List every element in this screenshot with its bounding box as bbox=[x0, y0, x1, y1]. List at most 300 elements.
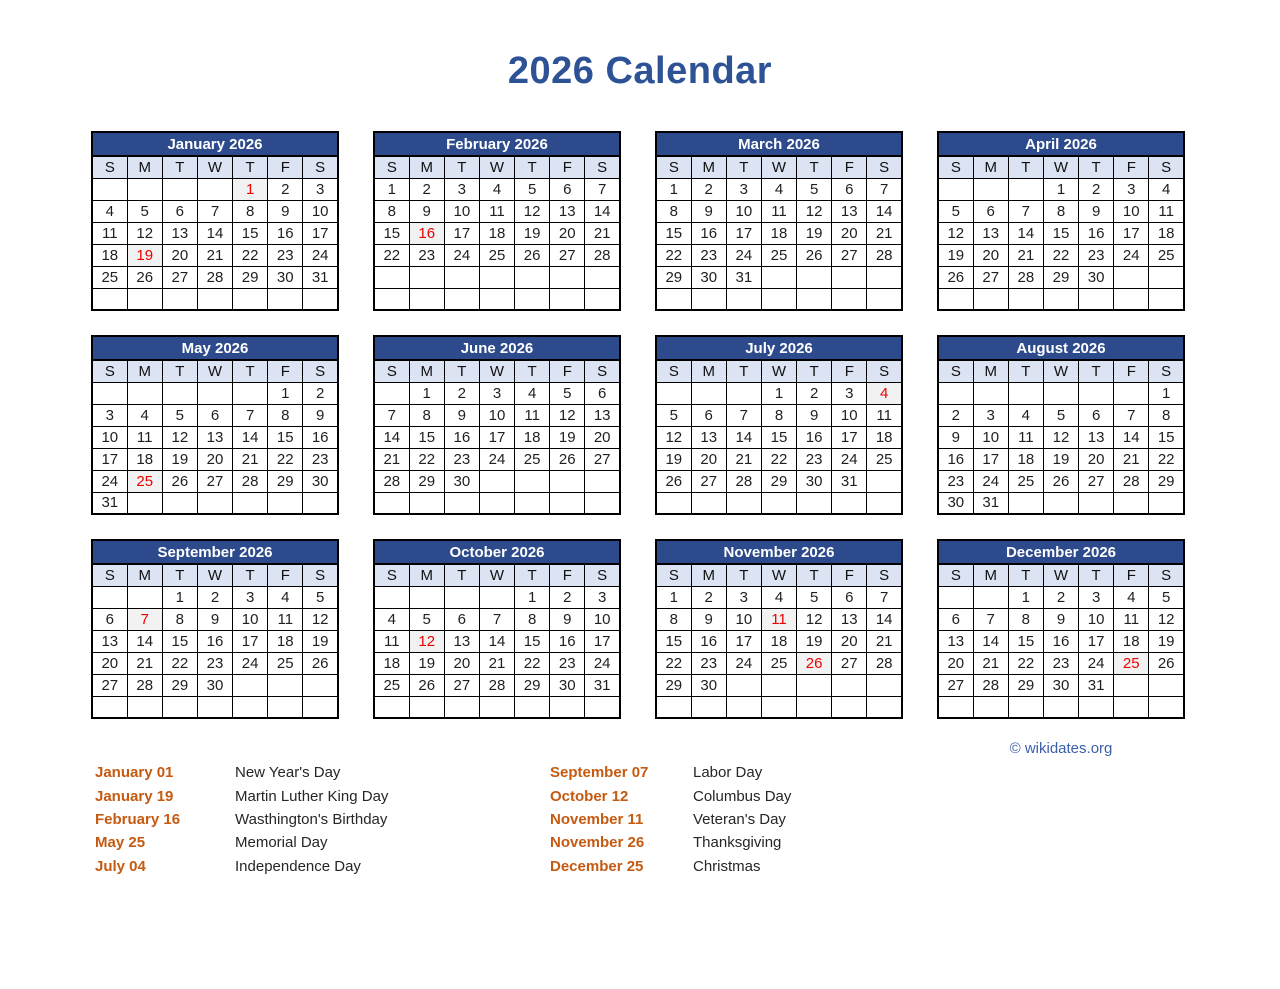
day-cell bbox=[585, 492, 620, 514]
weekday-header: S bbox=[303, 564, 338, 586]
day-cell: 8 bbox=[409, 404, 444, 426]
day-cell bbox=[233, 674, 268, 696]
day-cell: 2 bbox=[409, 178, 444, 200]
day-cell: 5 bbox=[797, 586, 832, 608]
weekday-header: T bbox=[444, 360, 479, 382]
day-cell: 18 bbox=[479, 222, 514, 244]
day-cell bbox=[479, 586, 514, 608]
day-cell: 4 bbox=[479, 178, 514, 200]
day-cell: 12 bbox=[797, 608, 832, 630]
day-cell: 25 bbox=[479, 244, 514, 266]
day-cell: 3 bbox=[832, 382, 867, 404]
day-cell bbox=[797, 696, 832, 718]
day-cell: 20 bbox=[550, 222, 585, 244]
day-cell: 30 bbox=[268, 266, 303, 288]
weekday-header: M bbox=[409, 156, 444, 178]
weekday-header: M bbox=[973, 564, 1008, 586]
day-cell: 17 bbox=[303, 222, 338, 244]
day-cell: 1 bbox=[409, 382, 444, 404]
weekday-header: W bbox=[1043, 156, 1078, 178]
day-cell: 17 bbox=[726, 222, 761, 244]
day-cell: 29 bbox=[409, 470, 444, 492]
day-cell bbox=[585, 696, 620, 718]
day-cell: 16 bbox=[1079, 222, 1114, 244]
day-cell: 13 bbox=[585, 404, 620, 426]
weekday-header: T bbox=[162, 156, 197, 178]
day-cell: 2 bbox=[550, 586, 585, 608]
day-cell: 25 bbox=[1149, 244, 1184, 266]
day-cell bbox=[233, 492, 268, 514]
day-cell: 8 bbox=[162, 608, 197, 630]
day-cell bbox=[127, 696, 162, 718]
day-cell: 16 bbox=[444, 426, 479, 448]
day-cell: 22 bbox=[268, 448, 303, 470]
weekday-header: S bbox=[1149, 564, 1184, 586]
month-title: October 2026 bbox=[374, 540, 620, 564]
day-cell bbox=[127, 586, 162, 608]
day-cell: 30 bbox=[197, 674, 232, 696]
day-cell: 13 bbox=[92, 630, 127, 652]
day-cell: 19 bbox=[1149, 630, 1184, 652]
day-cell: 14 bbox=[867, 200, 902, 222]
day-cell: 16 bbox=[691, 222, 726, 244]
holiday-date: November 11 bbox=[550, 810, 644, 828]
day-cell: 23 bbox=[444, 448, 479, 470]
day-cell: 15 bbox=[515, 630, 550, 652]
day-cell bbox=[444, 586, 479, 608]
holiday-name: Thanksgiving bbox=[693, 834, 782, 852]
day-cell: 3 bbox=[973, 404, 1008, 426]
holiday-day-cell: 4 bbox=[867, 382, 902, 404]
day-cell: 7 bbox=[479, 608, 514, 630]
day-cell: 10 bbox=[479, 404, 514, 426]
day-cell: 24 bbox=[444, 244, 479, 266]
weekday-header: S bbox=[867, 360, 902, 382]
weekday-header: F bbox=[550, 360, 585, 382]
day-cell: 20 bbox=[832, 222, 867, 244]
day-cell: 11 bbox=[479, 200, 514, 222]
weekday-header: T bbox=[515, 360, 550, 382]
day-cell: 21 bbox=[127, 652, 162, 674]
day-cell: 13 bbox=[197, 426, 232, 448]
day-cell bbox=[1079, 492, 1114, 514]
day-cell: 26 bbox=[938, 266, 973, 288]
day-cell bbox=[268, 288, 303, 310]
day-cell: 23 bbox=[938, 470, 973, 492]
day-cell: 25 bbox=[1008, 470, 1043, 492]
day-cell bbox=[1114, 696, 1149, 718]
day-cell: 26 bbox=[656, 470, 691, 492]
day-cell: 15 bbox=[409, 426, 444, 448]
day-cell: 20 bbox=[197, 448, 232, 470]
weekday-header: W bbox=[1043, 360, 1078, 382]
day-cell: 2 bbox=[797, 382, 832, 404]
day-cell: 5 bbox=[162, 404, 197, 426]
day-cell bbox=[867, 288, 902, 310]
day-cell: 29 bbox=[1043, 266, 1078, 288]
day-cell bbox=[938, 696, 973, 718]
day-cell: 10 bbox=[1079, 608, 1114, 630]
weekday-header: S bbox=[92, 156, 127, 178]
day-cell: 28 bbox=[479, 674, 514, 696]
weekday-header: M bbox=[409, 360, 444, 382]
day-cell: 1 bbox=[1043, 178, 1078, 200]
month-title: January 2026 bbox=[92, 132, 338, 156]
holiday-day-cell: 1 bbox=[233, 178, 268, 200]
holiday-day-cell: 16 bbox=[409, 222, 444, 244]
weekday-header: F bbox=[268, 156, 303, 178]
weekday-header: S bbox=[585, 564, 620, 586]
day-cell bbox=[761, 696, 796, 718]
day-cell: 4 bbox=[268, 586, 303, 608]
day-cell bbox=[973, 178, 1008, 200]
day-cell: 13 bbox=[973, 222, 1008, 244]
weekday-header: S bbox=[867, 564, 902, 586]
day-cell: 1 bbox=[374, 178, 409, 200]
day-cell: 5 bbox=[797, 178, 832, 200]
weekday-header: S bbox=[303, 156, 338, 178]
day-cell bbox=[761, 492, 796, 514]
day-cell: 11 bbox=[761, 200, 796, 222]
day-cell bbox=[444, 288, 479, 310]
holiday-date: January 19 bbox=[95, 787, 174, 805]
day-cell bbox=[973, 696, 1008, 718]
day-cell bbox=[973, 382, 1008, 404]
day-cell: 17 bbox=[444, 222, 479, 244]
day-cell: 24 bbox=[832, 448, 867, 470]
day-cell: 17 bbox=[832, 426, 867, 448]
weekday-header: S bbox=[938, 564, 973, 586]
day-cell bbox=[938, 288, 973, 310]
day-cell: 28 bbox=[585, 244, 620, 266]
day-cell: 5 bbox=[515, 178, 550, 200]
weekday-header: T bbox=[233, 156, 268, 178]
holiday-date: November 26 bbox=[550, 834, 645, 852]
day-cell: 3 bbox=[726, 178, 761, 200]
day-cell bbox=[1114, 266, 1149, 288]
day-cell: 20 bbox=[444, 652, 479, 674]
day-cell: 17 bbox=[92, 448, 127, 470]
day-cell bbox=[515, 696, 550, 718]
weekday-header: S bbox=[374, 360, 409, 382]
day-cell: 24 bbox=[92, 470, 127, 492]
weekday-header: T bbox=[797, 360, 832, 382]
day-cell: 30 bbox=[691, 266, 726, 288]
day-cell: 27 bbox=[162, 266, 197, 288]
day-cell bbox=[1114, 492, 1149, 514]
weekday-header: W bbox=[761, 360, 796, 382]
day-cell: 20 bbox=[973, 244, 1008, 266]
holiday-day-cell: 7 bbox=[127, 608, 162, 630]
attribution-link[interactable]: © wikidates.org bbox=[1009, 740, 1113, 757]
day-cell: 11 bbox=[515, 404, 550, 426]
day-cell: 26 bbox=[515, 244, 550, 266]
day-cell: 5 bbox=[409, 608, 444, 630]
holiday-name: Christmas bbox=[693, 857, 761, 875]
holiday-legend-row bbox=[95, 831, 388, 854]
day-cell bbox=[233, 288, 268, 310]
day-cell: 31 bbox=[303, 266, 338, 288]
day-cell: 11 bbox=[268, 608, 303, 630]
day-cell bbox=[127, 492, 162, 514]
day-cell: 2 bbox=[938, 404, 973, 426]
weekday-header: W bbox=[479, 564, 514, 586]
day-cell: 1 bbox=[1008, 586, 1043, 608]
month-title: August 2026 bbox=[938, 336, 1184, 360]
day-cell: 5 bbox=[656, 404, 691, 426]
weekday-header: S bbox=[867, 156, 902, 178]
day-cell bbox=[1149, 288, 1184, 310]
day-cell: 3 bbox=[303, 178, 338, 200]
day-cell: 28 bbox=[867, 244, 902, 266]
day-cell: 26 bbox=[797, 244, 832, 266]
day-cell: 31 bbox=[92, 492, 127, 514]
day-cell: 10 bbox=[585, 608, 620, 630]
day-cell bbox=[409, 266, 444, 288]
day-cell bbox=[374, 696, 409, 718]
day-cell bbox=[1043, 382, 1078, 404]
day-cell: 4 bbox=[127, 404, 162, 426]
weekday-header: W bbox=[761, 564, 796, 586]
day-cell: 21 bbox=[233, 448, 268, 470]
day-cell: 23 bbox=[550, 652, 585, 674]
day-cell: 18 bbox=[127, 448, 162, 470]
day-cell: 26 bbox=[303, 652, 338, 674]
day-cell: 6 bbox=[938, 608, 973, 630]
weekday-header: T bbox=[1008, 156, 1043, 178]
day-cell: 14 bbox=[973, 630, 1008, 652]
day-cell bbox=[1114, 382, 1149, 404]
day-cell: 7 bbox=[973, 608, 1008, 630]
day-cell bbox=[973, 586, 1008, 608]
day-cell bbox=[409, 492, 444, 514]
day-cell: 23 bbox=[268, 244, 303, 266]
day-cell: 22 bbox=[515, 652, 550, 674]
day-cell: 12 bbox=[797, 200, 832, 222]
weekday-header: T bbox=[726, 360, 761, 382]
month-calendar-august bbox=[937, 335, 1185, 515]
day-cell: 21 bbox=[867, 630, 902, 652]
day-cell bbox=[867, 470, 902, 492]
day-cell: 24 bbox=[726, 244, 761, 266]
day-cell: 25 bbox=[92, 266, 127, 288]
weekday-header: S bbox=[656, 156, 691, 178]
holiday-legend-row bbox=[95, 808, 388, 831]
day-cell bbox=[585, 470, 620, 492]
weekday-header: M bbox=[127, 360, 162, 382]
day-cell: 22 bbox=[233, 244, 268, 266]
day-cell: 8 bbox=[656, 200, 691, 222]
weekday-header: M bbox=[691, 360, 726, 382]
day-cell: 3 bbox=[726, 586, 761, 608]
day-cell: 14 bbox=[233, 426, 268, 448]
holiday-date: May 25 bbox=[95, 834, 146, 852]
day-cell: 30 bbox=[938, 492, 973, 514]
day-cell bbox=[938, 586, 973, 608]
day-cell: 1 bbox=[268, 382, 303, 404]
month-title: December 2026 bbox=[938, 540, 1184, 564]
day-cell: 15 bbox=[162, 630, 197, 652]
weekday-header: F bbox=[268, 564, 303, 586]
day-cell: 8 bbox=[1149, 404, 1184, 426]
day-cell bbox=[409, 696, 444, 718]
day-cell: 16 bbox=[938, 448, 973, 470]
day-cell bbox=[1149, 674, 1184, 696]
weekday-header: S bbox=[303, 360, 338, 382]
month-title: February 2026 bbox=[374, 132, 620, 156]
day-cell: 1 bbox=[656, 586, 691, 608]
day-cell: 25 bbox=[515, 448, 550, 470]
weekday-header: S bbox=[92, 564, 127, 586]
holiday-legend-row bbox=[95, 855, 388, 878]
day-cell: 17 bbox=[973, 448, 1008, 470]
day-cell: 25 bbox=[268, 652, 303, 674]
day-cell: 29 bbox=[268, 470, 303, 492]
day-cell: 18 bbox=[761, 222, 796, 244]
day-cell bbox=[832, 492, 867, 514]
day-cell bbox=[832, 696, 867, 718]
weekday-header: S bbox=[585, 156, 620, 178]
day-cell: 2 bbox=[303, 382, 338, 404]
day-cell: 24 bbox=[1079, 652, 1114, 674]
day-cell: 7 bbox=[867, 178, 902, 200]
day-cell bbox=[479, 266, 514, 288]
day-cell: 18 bbox=[515, 426, 550, 448]
day-cell: 13 bbox=[444, 630, 479, 652]
day-cell: 11 bbox=[1008, 426, 1043, 448]
day-cell: 15 bbox=[268, 426, 303, 448]
day-cell: 19 bbox=[797, 222, 832, 244]
month-calendar-march bbox=[655, 131, 903, 311]
day-cell: 9 bbox=[797, 404, 832, 426]
day-cell: 14 bbox=[374, 426, 409, 448]
day-cell: 8 bbox=[1043, 200, 1078, 222]
weekday-header: T bbox=[1008, 564, 1043, 586]
holiday-day-cell: 25 bbox=[1114, 652, 1149, 674]
day-cell: 11 bbox=[374, 630, 409, 652]
month-title: July 2026 bbox=[656, 336, 902, 360]
day-cell: 20 bbox=[1079, 448, 1114, 470]
day-cell bbox=[1043, 288, 1078, 310]
day-cell: 12 bbox=[656, 426, 691, 448]
day-cell: 6 bbox=[197, 404, 232, 426]
day-cell: 23 bbox=[1043, 652, 1078, 674]
day-cell: 14 bbox=[479, 630, 514, 652]
holiday-legend-row bbox=[550, 761, 791, 784]
day-cell: 10 bbox=[303, 200, 338, 222]
day-cell bbox=[515, 470, 550, 492]
day-cell: 22 bbox=[761, 448, 796, 470]
day-cell: 22 bbox=[409, 448, 444, 470]
weekday-header: F bbox=[1114, 156, 1149, 178]
day-cell: 22 bbox=[1008, 652, 1043, 674]
weekday-header: F bbox=[832, 360, 867, 382]
day-cell: 14 bbox=[585, 200, 620, 222]
day-cell: 30 bbox=[303, 470, 338, 492]
day-cell: 13 bbox=[550, 200, 585, 222]
day-cell bbox=[585, 288, 620, 310]
day-cell bbox=[726, 696, 761, 718]
day-cell: 19 bbox=[515, 222, 550, 244]
day-cell: 5 bbox=[550, 382, 585, 404]
day-cell: 13 bbox=[832, 200, 867, 222]
day-cell bbox=[691, 696, 726, 718]
day-cell: 12 bbox=[162, 426, 197, 448]
month-title: March 2026 bbox=[656, 132, 902, 156]
day-cell bbox=[1079, 382, 1114, 404]
weekday-header: W bbox=[761, 156, 796, 178]
month-title: May 2026 bbox=[92, 336, 338, 360]
holiday-date: September 07 bbox=[550, 764, 649, 782]
day-cell: 6 bbox=[832, 178, 867, 200]
day-cell: 5 bbox=[938, 200, 973, 222]
day-cell: 22 bbox=[162, 652, 197, 674]
day-cell: 24 bbox=[303, 244, 338, 266]
day-cell: 30 bbox=[797, 470, 832, 492]
day-cell: 30 bbox=[1043, 674, 1078, 696]
day-cell bbox=[303, 288, 338, 310]
day-cell: 12 bbox=[515, 200, 550, 222]
day-cell bbox=[1043, 492, 1078, 514]
day-cell: 26 bbox=[1043, 470, 1078, 492]
day-cell: 21 bbox=[1114, 448, 1149, 470]
day-cell: 20 bbox=[938, 652, 973, 674]
holiday-day-cell: 26 bbox=[797, 652, 832, 674]
month-calendar-may bbox=[91, 335, 339, 515]
day-cell bbox=[867, 266, 902, 288]
weekday-header: F bbox=[550, 156, 585, 178]
day-cell bbox=[550, 288, 585, 310]
day-cell: 6 bbox=[973, 200, 1008, 222]
day-cell bbox=[479, 696, 514, 718]
day-cell: 26 bbox=[409, 674, 444, 696]
day-cell bbox=[92, 696, 127, 718]
day-cell: 21 bbox=[1008, 244, 1043, 266]
day-cell bbox=[444, 492, 479, 514]
day-cell: 19 bbox=[938, 244, 973, 266]
day-cell bbox=[585, 266, 620, 288]
month-calendar-june bbox=[373, 335, 621, 515]
month-title: November 2026 bbox=[656, 540, 902, 564]
day-cell bbox=[938, 382, 973, 404]
day-cell: 11 bbox=[867, 404, 902, 426]
day-cell: 22 bbox=[1043, 244, 1078, 266]
day-cell: 21 bbox=[867, 222, 902, 244]
day-cell bbox=[515, 288, 550, 310]
weekday-header: T bbox=[1008, 360, 1043, 382]
day-cell: 19 bbox=[1043, 448, 1078, 470]
weekday-header: T bbox=[233, 564, 268, 586]
day-cell: 20 bbox=[691, 448, 726, 470]
day-cell: 31 bbox=[726, 266, 761, 288]
day-cell: 2 bbox=[197, 586, 232, 608]
day-cell: 14 bbox=[1114, 426, 1149, 448]
day-cell: 11 bbox=[1149, 200, 1184, 222]
day-cell: 23 bbox=[303, 448, 338, 470]
weekday-header: T bbox=[162, 360, 197, 382]
day-cell bbox=[409, 288, 444, 310]
day-cell: 10 bbox=[973, 426, 1008, 448]
day-cell bbox=[761, 674, 796, 696]
day-cell bbox=[374, 586, 409, 608]
day-cell bbox=[1149, 696, 1184, 718]
day-cell: 1 bbox=[656, 178, 691, 200]
day-cell bbox=[1008, 178, 1043, 200]
day-cell: 29 bbox=[233, 266, 268, 288]
day-cell: 17 bbox=[1079, 630, 1114, 652]
day-cell: 2 bbox=[1079, 178, 1114, 200]
day-cell: 9 bbox=[1043, 608, 1078, 630]
